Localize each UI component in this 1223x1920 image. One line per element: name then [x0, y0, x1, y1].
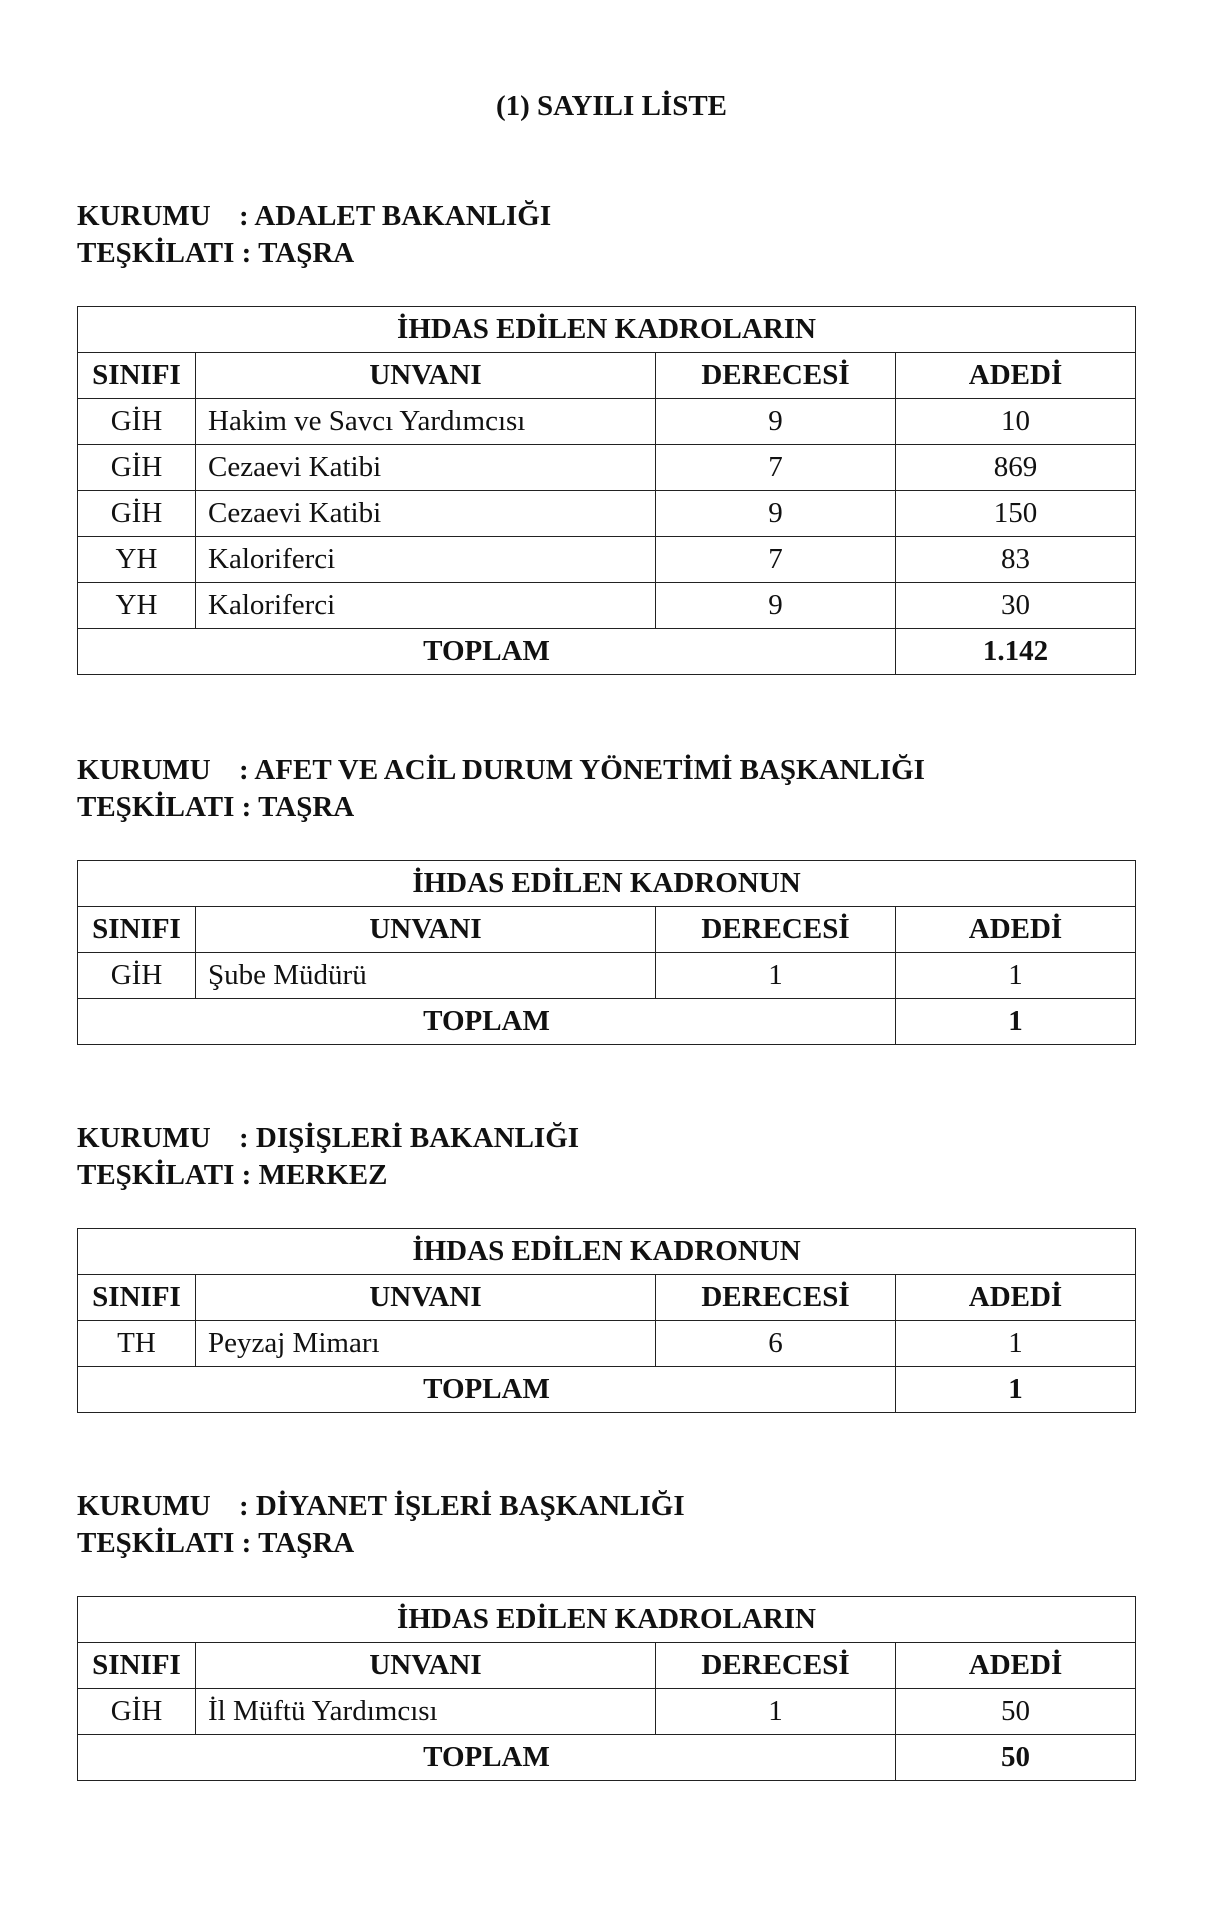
cell-unvani: Şube Müdürü — [196, 953, 656, 999]
table-title: İHDAS EDİLEN KADROLARIN — [78, 307, 1136, 353]
cell-derecesi: 7 — [656, 445, 896, 491]
teskilati-label: TEŞKİLATI — [77, 1159, 235, 1191]
total-value: 1 — [896, 999, 1136, 1045]
kurumu-line — [77, 1488, 1135, 1525]
cell-derecesi: 9 — [656, 491, 896, 537]
kadro-table — [77, 306, 1136, 675]
cell-derecesi: 7 — [656, 537, 896, 583]
section-afad — [77, 752, 1135, 1037]
col-header-unvani: UNVANI — [196, 1643, 656, 1689]
cell-unvani: Peyzaj Mimarı — [196, 1321, 656, 1367]
section-diyanet — [77, 1488, 1135, 1773]
cell-adedi: 1 — [896, 953, 1136, 999]
separator: : — [239, 1490, 249, 1522]
cell-unvani: İl Müftü Yardımcısı — [196, 1689, 656, 1735]
col-header-sinifi: SINIFI — [78, 907, 196, 953]
kurumu-label: KURUMU — [77, 1490, 211, 1522]
cell-unvani: Cezaevi Katibi — [196, 445, 656, 491]
col-header-sinifi: SINIFI — [78, 1275, 196, 1321]
table-title: İHDAS EDİLEN KADRONUN — [78, 861, 1136, 907]
cell-unvani: Hakim ve Savcı Yardımcısı — [196, 399, 656, 445]
kurumu-value: DIŞİŞLERİ BAKANLIĞI — [255, 1122, 580, 1154]
cell-sinifi: GİH — [78, 491, 196, 537]
teskilati-value: MERKEZ — [258, 1159, 388, 1191]
separator: : — [239, 200, 249, 232]
teskilati-label: TEŞKİLATI — [77, 1527, 235, 1559]
kurumu-label: KURUMU — [77, 754, 211, 786]
table-header-row — [78, 1643, 1136, 1689]
table-row — [78, 445, 1136, 491]
kadro-table — [77, 1228, 1136, 1413]
total-label: TOPLAM — [78, 1367, 896, 1413]
table-title-row — [78, 1597, 1136, 1643]
col-header-derecesi: DERECESİ — [656, 1643, 896, 1689]
cell-sinifi: GİH — [78, 445, 196, 491]
separator: : — [241, 237, 252, 269]
cell-adedi: 50 — [896, 1689, 1136, 1735]
section-adalet — [77, 198, 1135, 667]
table-row — [78, 1689, 1136, 1735]
cell-derecesi: 9 — [656, 583, 896, 629]
teskilati-line — [77, 1525, 1135, 1562]
cell-unvani: Kaloriferci — [196, 583, 656, 629]
separator: : — [239, 1122, 249, 1154]
cell-adedi: 30 — [896, 583, 1136, 629]
table-row — [78, 491, 1136, 537]
col-header-sinifi: SINIFI — [78, 353, 196, 399]
col-header-unvani: UNVANI — [196, 353, 656, 399]
teskilati-value: TAŞRA — [258, 237, 355, 269]
table-title-row — [78, 307, 1136, 353]
table-title-row — [78, 1229, 1136, 1275]
col-header-adedi: ADEDİ — [896, 1643, 1136, 1689]
table-title-row — [78, 861, 1136, 907]
teskilati-label: TEŞKİLATI — [77, 791, 235, 823]
table-row — [78, 953, 1136, 999]
table-title: İHDAS EDİLEN KADRONUN — [78, 1229, 1136, 1275]
table-row — [78, 583, 1136, 629]
kurumu-value: AFET VE ACİL DURUM YÖNETİMİ BAŞKANLIĞI — [254, 754, 925, 786]
page-title: (1) SAYILI LİSTE — [495, 90, 728, 122]
cell-sinifi: GİH — [78, 1689, 196, 1735]
teskilati-line — [77, 1157, 1135, 1194]
kadro-table — [77, 860, 1136, 1045]
teskilati-label: TEŞKİLATI — [77, 237, 235, 269]
cell-adedi: 150 — [896, 491, 1136, 537]
col-header-derecesi: DERECESİ — [656, 907, 896, 953]
total-row — [78, 999, 1136, 1045]
kurumu-value: DİYANET İŞLERİ BAŞKANLIĞI — [255, 1490, 685, 1522]
teskilati-line — [77, 235, 1135, 272]
col-header-adedi: ADEDİ — [896, 1275, 1136, 1321]
total-value: 1 — [896, 1367, 1136, 1413]
col-header-derecesi: DERECESİ — [656, 353, 896, 399]
cell-adedi: 869 — [896, 445, 1136, 491]
kadro-table — [77, 1596, 1136, 1781]
cell-sinifi: YH — [78, 537, 196, 583]
table-header-row — [78, 353, 1136, 399]
separator: : — [241, 1527, 252, 1559]
col-header-unvani: UNVANI — [196, 907, 656, 953]
col-header-sinifi: SINIFI — [78, 1643, 196, 1689]
col-header-derecesi: DERECESİ — [656, 1275, 896, 1321]
total-value: 50 — [896, 1735, 1136, 1781]
table-row — [78, 1321, 1136, 1367]
cell-derecesi: 1 — [656, 953, 896, 999]
table-header-row — [78, 907, 1136, 953]
total-label: TOPLAM — [78, 999, 896, 1045]
table-header-row — [78, 1275, 1136, 1321]
section-disisleri — [77, 1120, 1135, 1405]
cell-derecesi: 1 — [656, 1689, 896, 1735]
total-label: TOPLAM — [78, 629, 896, 675]
cell-adedi: 10 — [896, 399, 1136, 445]
kurumu-line — [77, 198, 1135, 235]
kurumu-label: KURUMU — [77, 200, 211, 232]
cell-derecesi: 9 — [656, 399, 896, 445]
cell-unvani: Cezaevi Katibi — [196, 491, 656, 537]
total-row — [78, 1367, 1136, 1413]
separator: : — [239, 754, 249, 786]
table-title: İHDAS EDİLEN KADROLARIN — [78, 1597, 1136, 1643]
kurumu-line — [77, 1120, 1135, 1157]
kurumu-line — [77, 752, 1135, 789]
total-row — [78, 629, 1136, 675]
total-value: 1.142 — [896, 629, 1136, 675]
separator: : — [241, 1159, 252, 1191]
teskilati-value: TAŞRA — [258, 791, 355, 823]
cell-derecesi: 6 — [656, 1321, 896, 1367]
col-header-adedi: ADEDİ — [896, 907, 1136, 953]
kurumu-label: KURUMU — [77, 1122, 211, 1154]
total-row — [78, 1735, 1136, 1781]
total-label: TOPLAM — [78, 1735, 896, 1781]
cell-sinifi: TH — [78, 1321, 196, 1367]
col-header-unvani: UNVANI — [196, 1275, 656, 1321]
cell-sinifi: YH — [78, 583, 196, 629]
cell-adedi: 1 — [896, 1321, 1136, 1367]
cell-sinifi: GİH — [78, 399, 196, 445]
teskilati-line — [77, 789, 1135, 826]
table-row — [78, 537, 1136, 583]
col-header-adedi: ADEDİ — [896, 353, 1136, 399]
kurumu-value: ADALET BAKANLIĞI — [254, 200, 552, 232]
teskilati-value: TAŞRA — [258, 1527, 355, 1559]
cell-adedi: 83 — [896, 537, 1136, 583]
table-row — [78, 399, 1136, 445]
cell-sinifi: GİH — [78, 953, 196, 999]
cell-unvani: Kaloriferci — [196, 537, 656, 583]
separator: : — [241, 791, 252, 823]
